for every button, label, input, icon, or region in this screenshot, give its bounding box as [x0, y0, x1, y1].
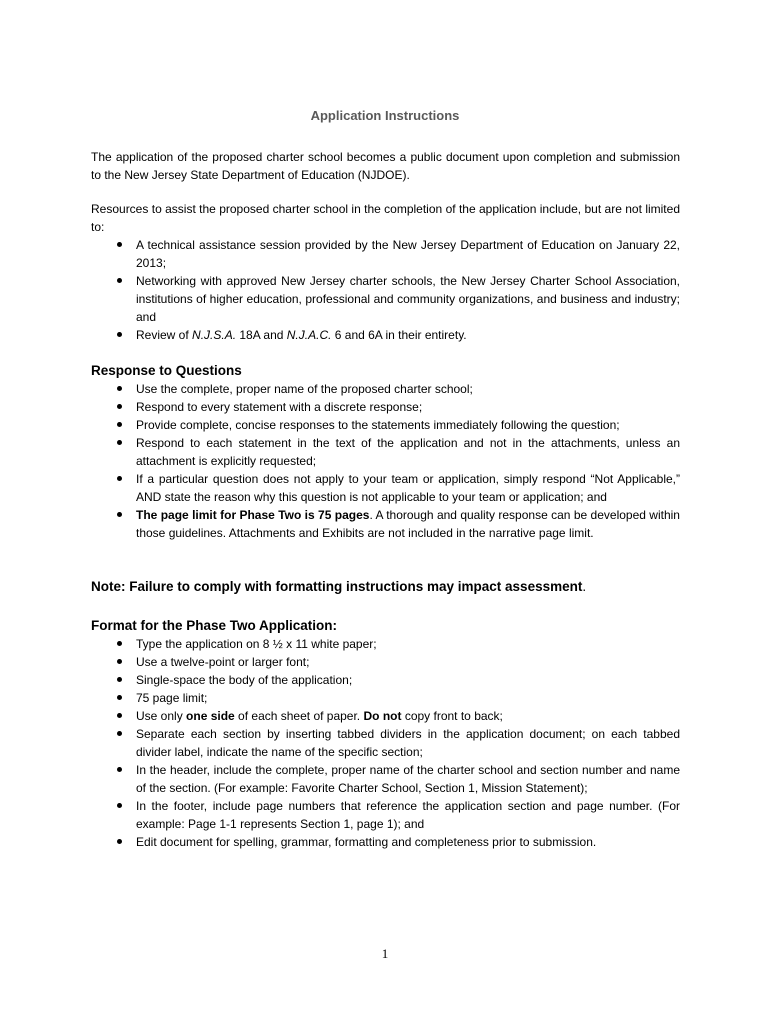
bullet-icon	[117, 641, 122, 646]
bullet-icon	[117, 731, 122, 736]
list-item: Networking with approved New Jersey charter schools, the New Jersey Charter School Association, institutions of higher education, professional and community organizations, and business and industry; and	[91, 272, 680, 326]
bullet-icon	[117, 839, 122, 844]
resources-lead: Resources to assist the proposed charter school in the completion of the application include, but are not limited to:	[91, 202, 680, 234]
list-item: Separate each section by inserting tabbed dividers in the application document; on each tabbed divider label, indicate the name of the specific section;	[91, 725, 680, 761]
list-item: Use the complete, proper name of the proposed charter school;	[91, 380, 680, 398]
bullet-icon	[117, 695, 122, 700]
list-item: The page limit for Phase Two is 75 pages. A thorough and quality response can be developed within those guidelines. Attachments and Exhibits are not included in the narrative page limit.	[91, 506, 680, 542]
bullet-icon	[117, 404, 122, 409]
list-item: Use a twelve-point or larger font;	[91, 653, 680, 671]
bullet-icon	[117, 713, 122, 718]
response-list	[91, 380, 680, 542]
list-item: If a particular question does not apply to your team or application, simply respond “Not Applicable,” AND state the reason why this question is not applicable to your team or application; and	[91, 470, 680, 506]
format-heading: Format for the Phase Two Application:	[91, 618, 338, 633]
bullet-icon	[117, 422, 122, 427]
list-item: Respond to every statement with a discrete response;	[91, 398, 680, 416]
list-item: Review of N.J.S.A. 18A and N.J.A.C. 6 and 6A in their entirety.	[91, 326, 680, 344]
list-item: Use only one side of each sheet of paper. Do not copy front to back;	[91, 707, 680, 725]
list-item: In the footer, include page numbers that reference the application section and page number. (For example: Page 1-1 represents Section 1, page 1); and	[91, 797, 680, 833]
response-heading: Response to Questions	[91, 363, 242, 378]
bullet-icon	[117, 803, 122, 808]
page-title: Application Instructions	[310, 108, 460, 123]
list-item: In the header, include the complete, proper name of the charter school and section number and name of the section. (For example: Favorite Charter School, Section 1, Mission Statement);	[91, 761, 680, 797]
resources-list	[91, 236, 680, 344]
note-heading: Note: Failure to comply with formatting instructions may impact assessment.	[91, 579, 587, 594]
response-section	[91, 380, 680, 542]
list-item: Provide complete, concise responses to the statements immediately following the question;	[91, 416, 680, 434]
bullet-icon	[117, 278, 122, 283]
list-item: A technical assistance session provided by the New Jersey Department of Education on January 22, 2013;	[91, 236, 680, 272]
bullet-icon	[117, 512, 122, 517]
bullet-icon	[117, 767, 122, 772]
page-number: 1	[381, 946, 389, 961]
list-item: 75 page limit;	[91, 689, 680, 707]
bullet-icon	[117, 242, 122, 247]
bullet-icon	[117, 386, 122, 391]
list-item: Respond to each statement in the text of the application and not in the attachments, unless an attachment is explicitly requested;	[91, 434, 680, 470]
list-item: Edit document for spelling, grammar, formatting and completeness prior to submission.	[91, 833, 680, 851]
resources-section	[91, 200, 680, 344]
bullet-icon	[117, 677, 122, 682]
bullet-icon	[117, 476, 122, 481]
bullet-icon	[117, 659, 122, 664]
format-list	[91, 635, 680, 851]
bullet-icon	[117, 332, 122, 337]
intro-paragraph: The application of the proposed charter school becomes a public document upon completion and submission to the New Jersey State Department of Education (NJDOE).	[91, 150, 680, 182]
format-section	[91, 635, 680, 851]
list-item: Type the application on 8 ½ x 11 white paper;	[91, 635, 680, 653]
list-item: Single-space the body of the application;	[91, 671, 680, 689]
bullet-icon	[117, 440, 122, 445]
